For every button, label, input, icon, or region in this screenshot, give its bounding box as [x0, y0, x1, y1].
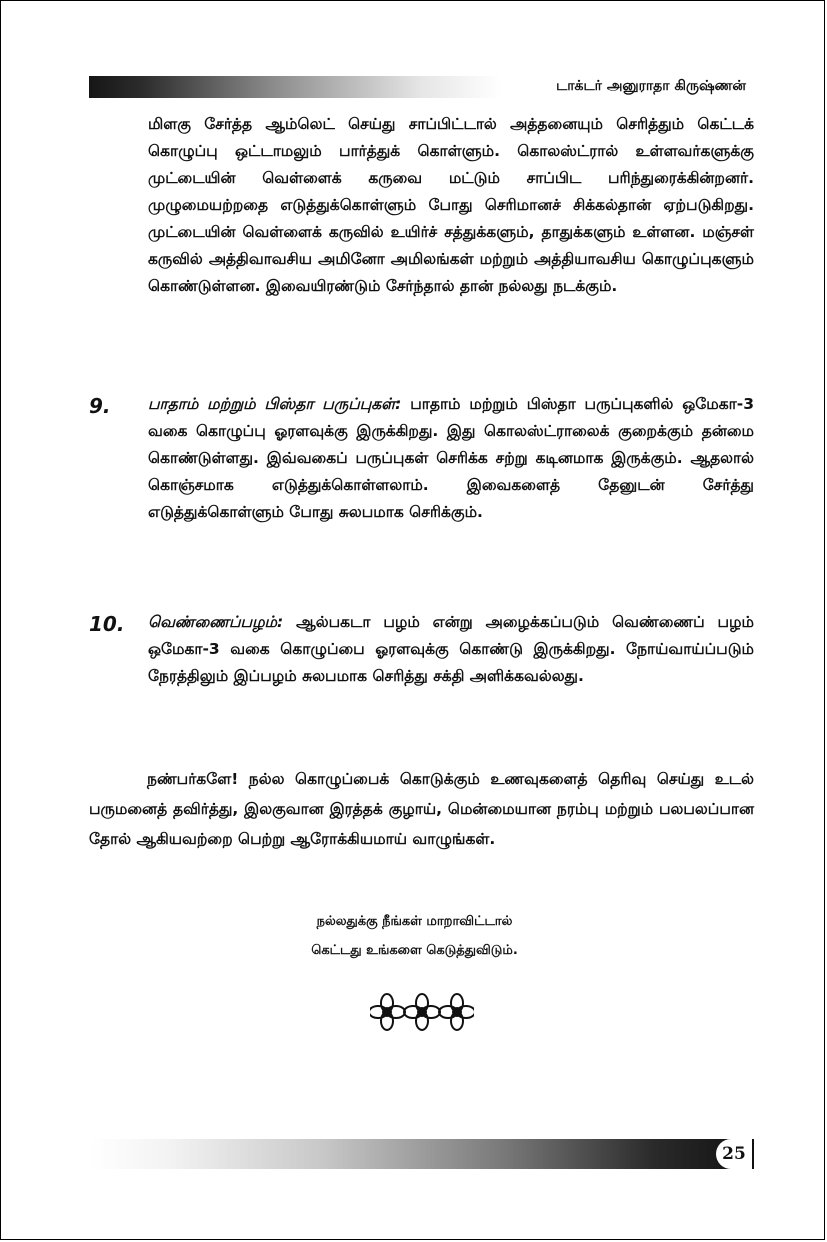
footer-gradient-bar — [89, 1139, 754, 1169]
page-number: 25 — [716, 1139, 752, 1169]
closing-paragraph: நண்பர்களே! நல்ல கொழுப்பைக் கொடுக்கும் உணவுகளைத் தெரிவு செய்து உடல் பருமனைத் தவிர்த்து, இலகுவான இரத்தக் குழாய், மென்மையான நரம்பு மற்றும் பலபலப்பான தோல் ஆகியவற்றை பெற்று ஆரோக்கியமாய் வாழுங்கள். — [89, 770, 754, 848]
item-9-paragraph — [148, 391, 754, 526]
running-title: டாக்டர் அனுராதா கிருஷ்ணன் — [556, 78, 746, 94]
item-10-title: வெண்ணைப்பழம்: — [148, 613, 284, 631]
intro-paragraph: மிளகு சேர்த்த ஆம்லெட் செய்து சாப்பிட்டால் அத்தனையும் செரித்தும் கெட்டக் கொழுப்பு ஒட்டாமலும் பார்த்துக் கொள்ளும். கொலஸ்ட்ரால் உள்ளவர்களுக்கு முட்டையின் வெள்ளைக் கருவை மட்டும் சாப்பிட பரிந்துரைக்கின்றனர். முழுமையற்றதை எடுத்துக்கொள்ளும் போது செரிமானச் சிக்கல்தான் ஏற்படுகிறது. முட்டையின் வெள்ளைக் கருவில் உயிர்ச் சத்துக்களும், தாதுக்களும் உள்ளன. மஞ்சள் கருவில் அத்திவாவசிய அமினோ அமிலங்கள் மற்றும் அத்தியாவசிய கொழுப்புகளும் கொண்டுள்ளன. இவையிரண்டும் சேர்ந்தால் தான் நல்லது நடக்கும். — [148, 115, 754, 295]
item-10-body: ஆல்பகடா பழம் என்று அழைக்கப்படும் வெண்ணைப் பழம் ஒமேகா-3 வகை கொழுப்பை ஓரளவுக்கு கொண்டு இருக்கிறது. நோய்வாய்ப்படும் நேரத்திலும் இப்பழம் சுலபமாக செரித்து சக்தி அளிக்கவல்லது. — [148, 613, 754, 685]
quote-line-1: நல்லதுக்கு நீங்கள் மாறாவிட்டால் — [316, 914, 513, 929]
floral-ornament-icon — [370, 991, 474, 1033]
item-number-10: 10. — [89, 612, 125, 636]
item-10-paragraph — [148, 609, 754, 690]
item-9-title: பாதாம் மற்றும் பிஸ்தா பருப்புகள்: — [148, 395, 402, 413]
item-9-body: பாதாம் மற்றும் பிஸ்தா பருப்புகளில் ஒமேகா-3 வகை கொழுப்பு ஓரளவுக்கு இருக்கிறது. இது கொலஸ்ட்ராலைக் குறைக்கும் தன்மை கொண்டுள்ளது. இவ்வகைப் பருப்புகள் செரிக்க சற்று கடினமாக இருக்கும். ஆதலால் கொஞ்சமாக எடுத்துக்கொள்ளலாம். இவைகளைத் தேனுடன் சேர்த்து எடுத்துக்கொள்ளும் போது சுலபமாக செரிக்கும். — [148, 395, 754, 521]
item-number-9: 9. — [89, 394, 111, 418]
quote-line-2: கெட்டது உங்களை கெடுத்துவிடும். — [311, 943, 518, 958]
